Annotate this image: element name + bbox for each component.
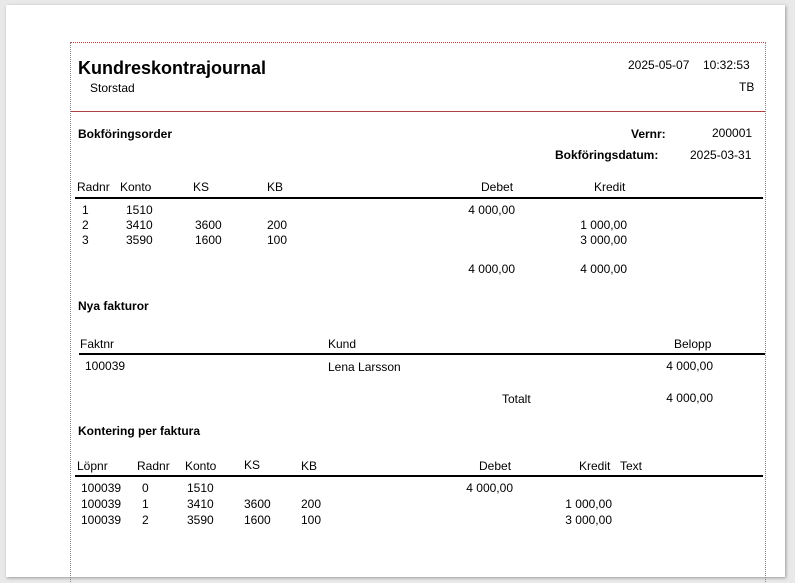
col-ks: KS: [244, 458, 261, 472]
cell-kund: Lena Larsson: [328, 360, 401, 374]
posting-heading: Kontering per faktura: [78, 424, 201, 438]
col-debet: Debet: [481, 180, 514, 194]
cell-kredit: 3 000,00: [580, 233, 627, 247]
invoices-heading: Nya fakturor: [78, 299, 149, 313]
cell-radnr: 2: [142, 513, 149, 527]
report-user: TB: [739, 80, 755, 94]
vernr-label: Vernr:: [631, 127, 666, 141]
cell-radnr: 1: [82, 203, 89, 217]
cell-kredit: 1 000,00: [580, 218, 627, 232]
report-sheet: [6, 5, 785, 577]
cell-konto: 3590: [187, 513, 214, 527]
col-kb: KB: [301, 459, 318, 473]
order-heading: Bokföringsorder: [78, 127, 173, 141]
cell-radnr: 0: [142, 481, 149, 495]
col-kund: Kund: [328, 337, 357, 351]
cell-debet: 4 000,00: [468, 203, 515, 217]
report-title: Kundreskontrajournal: [78, 58, 267, 78]
cell-ks: 1600: [244, 513, 271, 527]
col-radnr: Radnr: [137, 459, 170, 473]
cell-lopnr: 100039: [81, 513, 122, 527]
cell-radnr: 1: [142, 497, 149, 511]
report-time: 10:32:53: [703, 58, 750, 72]
total-debet: 4 000,00: [468, 262, 515, 276]
cell-konto: 1510: [126, 203, 153, 217]
col-text: Text: [620, 459, 643, 473]
cell-konto: 1510: [187, 481, 214, 495]
cell-konto: 3410: [187, 497, 214, 511]
cell-faktnr: 100039: [85, 359, 126, 373]
cell-konto: 3590: [126, 233, 153, 247]
col-kb: KB: [267, 180, 284, 194]
invoices-total-label: Totalt: [502, 392, 531, 406]
cell-ks: 3600: [244, 497, 271, 511]
report-page: [70, 42, 766, 582]
cell-lopnr: 100039: [81, 481, 122, 495]
header-divider: [71, 111, 765, 112]
cell-ks: 1600: [195, 233, 222, 247]
cell-lopnr: 100039: [81, 497, 122, 511]
cell-radnr: 2: [82, 218, 89, 232]
total-kredit: 4 000,00: [580, 262, 627, 276]
cell-kb: 200: [301, 497, 322, 511]
cell-belopp: 4 000,00: [666, 359, 713, 373]
col-belopp: Belopp: [674, 337, 712, 351]
col-debet: Debet: [479, 459, 512, 473]
col-faktnr: Faktnr: [80, 337, 115, 351]
report-date: 2025-05-07: [628, 58, 690, 72]
cell-kb: 100: [301, 513, 322, 527]
cell-kb: 100: [267, 233, 288, 247]
col-radnr: Radnr: [77, 180, 110, 194]
cell-debet: 4 000,00: [466, 481, 513, 495]
invoices-header-rule: [79, 353, 765, 355]
invoices-total: 4 000,00: [666, 391, 713, 405]
vernr-value: 200001: [712, 126, 753, 140]
col-konto: Konto: [185, 459, 217, 473]
order-header-rule: [75, 197, 763, 199]
cell-kb: 200: [267, 218, 288, 232]
posting-header-rule: [75, 475, 763, 477]
report-subtitle: Storstad: [90, 81, 135, 95]
col-lopnr: Löpnr: [77, 459, 108, 473]
cell-kredit: 1 000,00: [565, 497, 612, 511]
cell-radnr: 3: [82, 233, 89, 247]
col-konto: Konto: [120, 180, 152, 194]
col-kredit: Kredit: [579, 459, 611, 473]
col-kredit: Kredit: [594, 180, 626, 194]
posting-date-label: Bokföringsdatum:: [555, 148, 659, 162]
cell-ks: 3600: [195, 218, 222, 232]
col-ks: KS: [193, 180, 210, 194]
cell-konto: 3410: [126, 218, 153, 232]
cell-kredit: 3 000,00: [565, 513, 612, 527]
posting-date-value: 2025-03-31: [690, 148, 752, 162]
